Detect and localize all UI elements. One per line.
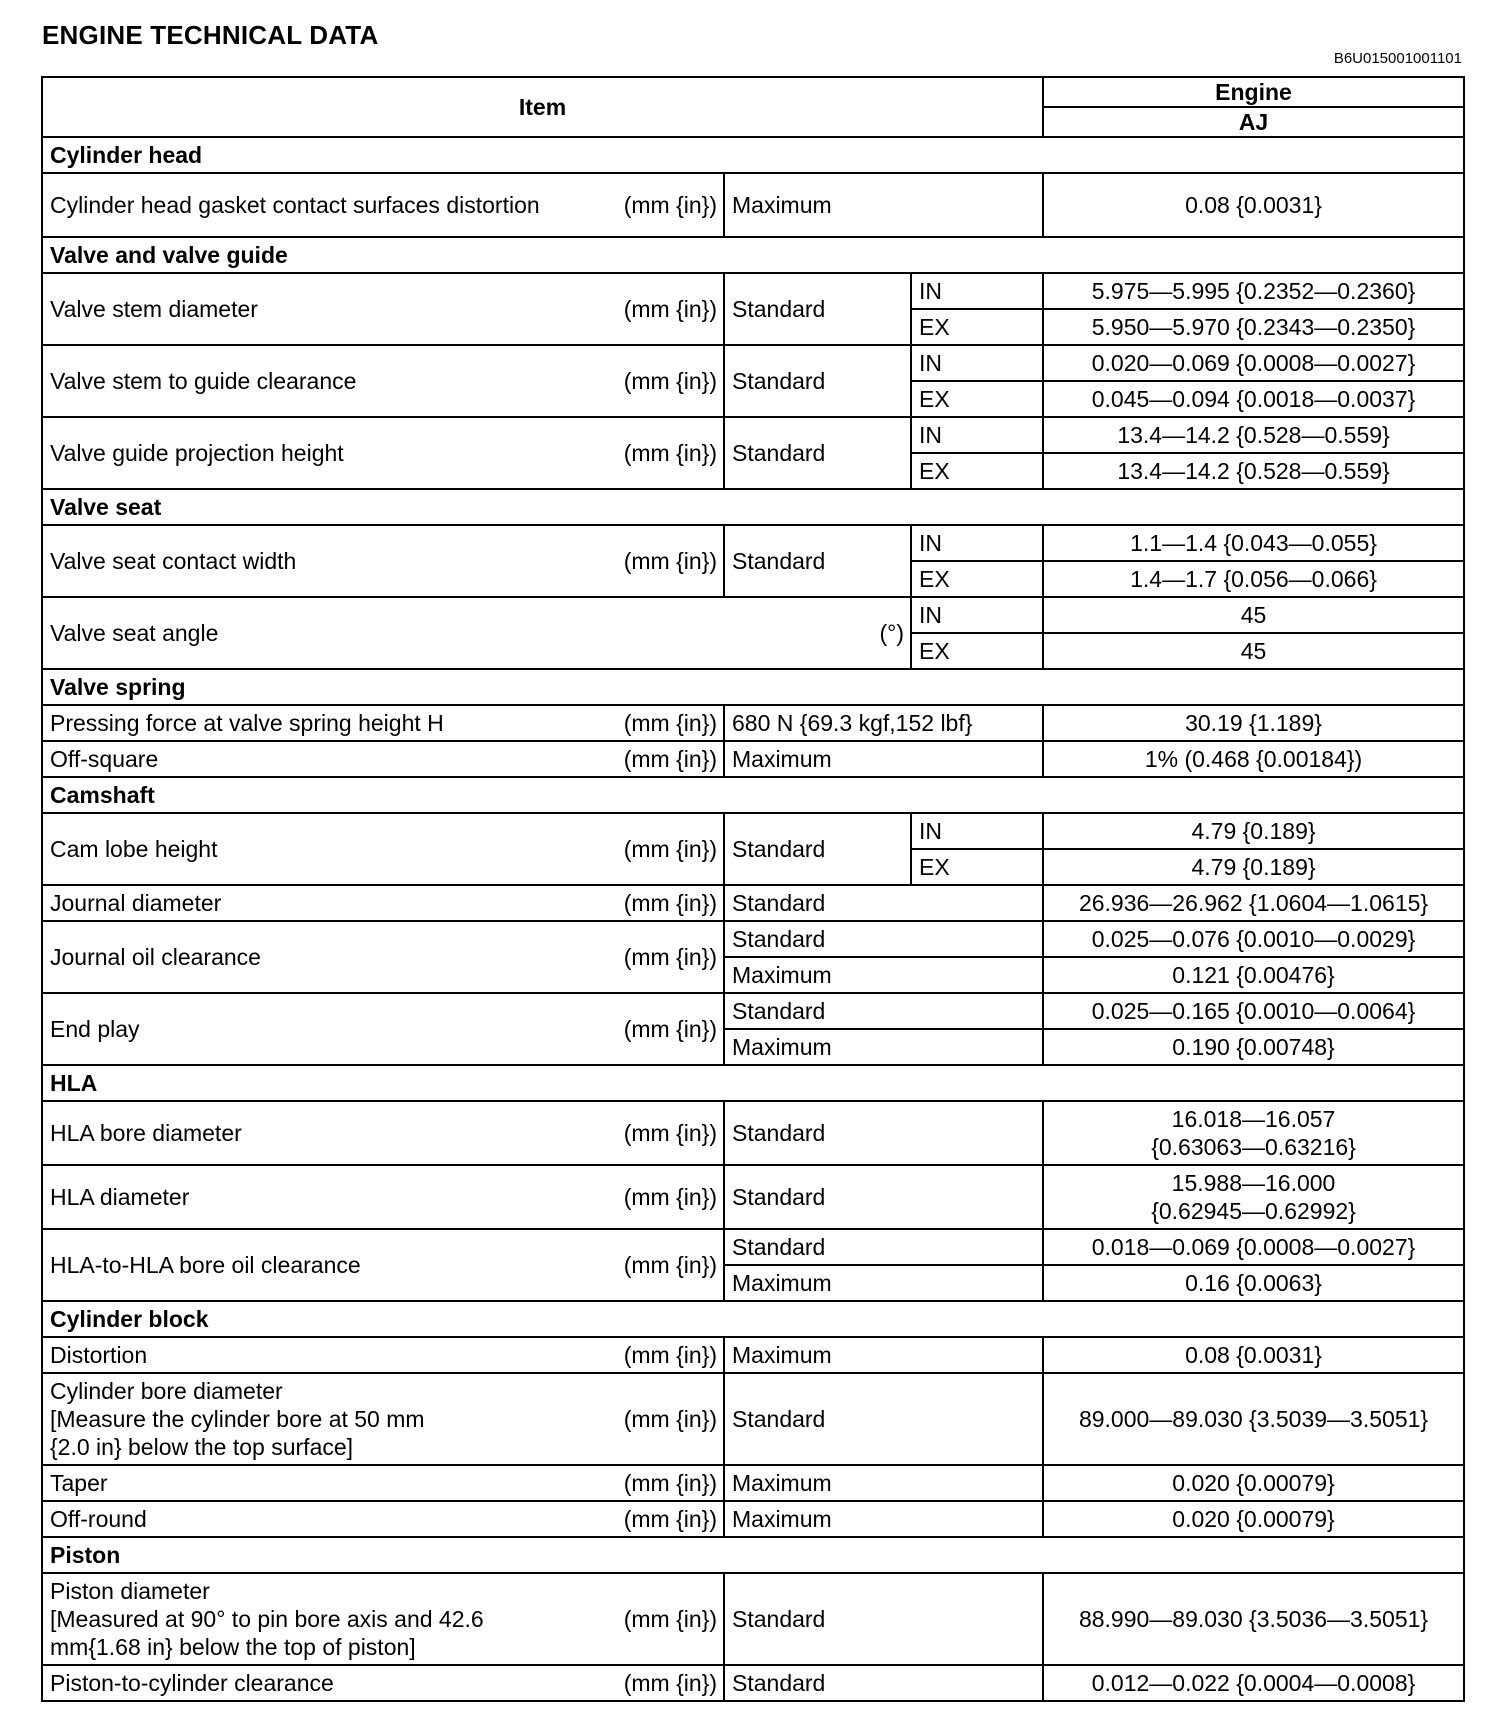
item-name: Valve stem to guide clearance (50, 368, 357, 394)
table-row (42, 741, 1464, 777)
table-row (42, 813, 1464, 849)
item-cell (42, 173, 724, 237)
item-name-line: [Measured at 90° to pin bore axis and 42.6 (50, 1606, 484, 1632)
item-cell (42, 273, 724, 345)
value-cell: 0.025—0.165 {0.0010—0.0064} (1043, 993, 1464, 1029)
category-valve-guide: Valve and valve guide (42, 237, 1464, 273)
table-row (42, 273, 1464, 309)
condition-cell: Standard (724, 993, 1043, 1029)
item-cell (42, 597, 911, 669)
table-row (42, 1337, 1464, 1373)
table-row (42, 525, 1464, 561)
item-name: Off-round (50, 1506, 147, 1532)
ex-label: EX (911, 453, 1043, 489)
value-cell: 0.020 {0.00079} (1043, 1501, 1464, 1537)
condition-cell: Standard (724, 1229, 1043, 1265)
table-row (42, 705, 1464, 741)
condition-cell: 680 N {69.3 kgf,152 lbf} (724, 705, 1043, 741)
value-cell: 88.990—89.030 {3.5036—3.5051} (1043, 1573, 1464, 1665)
ex-label: EX (911, 633, 1043, 669)
item-name: Journal oil clearance (50, 944, 261, 970)
item-name: Distortion (50, 1342, 148, 1368)
item-cell (42, 993, 724, 1065)
item-cell (42, 1501, 724, 1537)
category-valve-seat: Valve seat (42, 489, 1464, 525)
unit-label: (mm {in}) (623, 1406, 717, 1432)
in-label: IN (911, 345, 1043, 381)
item-name-line: mm{1.68 in} below the top of piston] (50, 1634, 416, 1660)
table-row (42, 173, 1464, 237)
category-cylinder-head: Cylinder head (42, 137, 1464, 173)
value-cell (1043, 1101, 1464, 1165)
unit-label: (mm {in}) (623, 192, 717, 218)
item-cell (42, 1573, 724, 1665)
table-row (42, 1573, 1464, 1665)
value-cell: 0.121 {0.00476} (1043, 957, 1464, 993)
unit-label: (mm {in}) (623, 1184, 717, 1210)
unit-label: (mm {in}) (623, 1670, 717, 1696)
condition-cell: Maximum (724, 1337, 1043, 1373)
unit-label: (mm {in}) (623, 1470, 717, 1496)
item-cell (42, 1165, 724, 1229)
condition-cell: Standard (724, 1573, 1043, 1665)
condition-cell: Standard (724, 1373, 1043, 1465)
unit-label: (mm {in}) (623, 1342, 717, 1368)
item-name: HLA bore diameter (50, 1120, 242, 1146)
item-cell (42, 345, 724, 417)
item-cell (42, 885, 724, 921)
item-cell (42, 1337, 724, 1373)
engine-header: Engine (1043, 77, 1464, 107)
value-cell: 0.018—0.069 {0.0008—0.0027} (1043, 1229, 1464, 1265)
value-cell: 1.1—1.4 {0.043—0.055} (1043, 525, 1464, 561)
table-row (42, 993, 1464, 1029)
ex-label: EX (911, 309, 1043, 345)
item-cell (42, 1101, 724, 1165)
value-cell: 13.4—14.2 {0.528—0.559} (1043, 453, 1464, 489)
value-cell: 30.19 {1.189} (1043, 705, 1464, 741)
value-cell: 0.012—0.022 {0.0004—0.0008} (1043, 1665, 1464, 1701)
item-name: Cam lobe height (50, 836, 218, 862)
table-row (42, 1165, 1464, 1229)
value-cell: 0.190 {0.00748} (1043, 1029, 1464, 1065)
item-name: End play (50, 1016, 140, 1042)
page-title: ENGINE TECHNICAL DATA (42, 20, 379, 50)
item-name: Valve seat angle (50, 620, 219, 646)
condition-cell: Standard (724, 1665, 1043, 1701)
item-name: Journal diameter (50, 890, 222, 916)
unit-label: (mm {in}) (623, 1016, 717, 1042)
value-cell: 5.950—5.970 {0.2343—0.2350} (1043, 309, 1464, 345)
item-name: HLA-to-HLA bore oil clearance (50, 1252, 361, 1278)
value-line: 15.988—16.000 (1171, 1170, 1336, 1196)
category-valve-spring: Valve spring (42, 669, 1464, 705)
unit-label: (mm {in}) (623, 1606, 717, 1632)
table-row (42, 1101, 1464, 1165)
category-camshaft: Camshaft (42, 777, 1464, 813)
item-name: Piston-to-cylinder clearance (50, 1670, 334, 1696)
value-line: {0.62945—0.62992} (1151, 1198, 1356, 1224)
unit-label: (mm {in}) (623, 710, 717, 736)
ex-label: EX (911, 561, 1043, 597)
value-cell: 13.4—14.2 {0.528—0.559} (1043, 417, 1464, 453)
unit-label: (mm {in}) (623, 944, 717, 970)
table-row (42, 1465, 1464, 1501)
unit-label: (mm {in}) (623, 296, 717, 322)
condition-cell: Standard (724, 1101, 1043, 1165)
engine-spec-table (41, 76, 1465, 1702)
value-cell: 0.045—0.094 {0.0018—0.0037} (1043, 381, 1464, 417)
item-name: Pressing force at valve spring height H (50, 710, 444, 736)
item-cell (42, 1465, 724, 1501)
table-row (42, 921, 1464, 957)
value-cell: 45 (1043, 633, 1464, 669)
item-name: Off-square (50, 746, 159, 772)
unit-label: (mm {in}) (623, 440, 717, 466)
value-cell: 0.020 {0.00079} (1043, 1465, 1464, 1501)
in-label: IN (911, 525, 1043, 561)
condition-cell: Standard (724, 885, 1043, 921)
item-name: Valve guide projection height (50, 440, 344, 466)
condition-cell: Standard (724, 417, 911, 489)
unit-label: (mm {in}) (623, 836, 717, 862)
item-cell (42, 1373, 724, 1465)
in-label: IN (911, 273, 1043, 309)
condition-cell: Maximum (724, 741, 1043, 777)
unit-label: (mm {in}) (623, 1506, 717, 1532)
ex-label: EX (911, 849, 1043, 885)
value-cell: 89.000—89.030 {3.5039—3.5051} (1043, 1373, 1464, 1465)
engine-model-header: AJ (1043, 107, 1464, 137)
item-header: Item (42, 77, 1043, 137)
unit-label: (°) (879, 620, 904, 646)
table-row (42, 1229, 1464, 1265)
unit-label: (mm {in}) (623, 890, 717, 916)
value-cell: 0.020—0.069 {0.0008—0.0027} (1043, 345, 1464, 381)
condition-cell: Standard (724, 921, 1043, 957)
category-cylinder-block: Cylinder block (42, 1301, 1464, 1337)
unit-label: (mm {in}) (623, 1120, 717, 1146)
item-name: Cylinder head gasket contact surfaces distortion (50, 192, 540, 218)
item-name-line: {2.0 in} below the top surface] (50, 1434, 354, 1460)
value-cell: 26.936—26.962 {1.0604—1.0615} (1043, 885, 1464, 921)
table-row (42, 1373, 1464, 1465)
unit-label: (mm {in}) (623, 746, 717, 772)
in-label: IN (911, 597, 1043, 633)
condition-cell: Standard (724, 813, 911, 885)
item-cell (42, 417, 724, 489)
unit-label: (mm {in}) (623, 368, 717, 394)
value-line: {0.63063—0.63216} (1151, 1134, 1356, 1160)
value-cell: 0.16 {0.0063} (1043, 1265, 1464, 1301)
condition-cell: Standard (724, 345, 911, 417)
in-label: IN (911, 813, 1043, 849)
category-piston: Piston (42, 1537, 1464, 1573)
item-cell (42, 921, 724, 993)
condition-cell: Maximum (724, 1265, 1043, 1301)
item-name: Valve seat contact width (50, 548, 297, 574)
value-cell: 5.975—5.995 {0.2352—0.2360} (1043, 273, 1464, 309)
item-cell (42, 1229, 724, 1301)
unit-label: (mm {in}) (623, 1252, 717, 1278)
condition-cell: Standard (724, 525, 911, 597)
item-name: Taper (50, 1470, 108, 1496)
item-cell (42, 741, 724, 777)
value-cell: 1% (0.468 {0.00184}) (1043, 741, 1464, 777)
value-cell: 1.4—1.7 {0.056—0.066} (1043, 561, 1464, 597)
item-name-line: Piston diameter (50, 1578, 210, 1604)
document-id: B6U015001001101 (1333, 50, 1462, 67)
condition-cell: Maximum (724, 173, 1043, 237)
item-name: HLA diameter (50, 1184, 190, 1210)
value-cell: 0.08 {0.0031} (1043, 173, 1464, 237)
item-cell (42, 705, 724, 741)
table-row (42, 597, 1464, 633)
condition-cell: Maximum (724, 957, 1043, 993)
value-cell: 0.08 {0.0031} (1043, 1337, 1464, 1373)
condition-cell: Standard (724, 1165, 1043, 1229)
in-label: IN (911, 417, 1043, 453)
value-line: 16.018—16.057 (1171, 1106, 1336, 1132)
unit-label: (mm {in}) (623, 548, 717, 574)
item-cell (42, 525, 724, 597)
table-row (42, 885, 1464, 921)
table-row (42, 1501, 1464, 1537)
ex-label: EX (911, 381, 1043, 417)
value-cell: 0.025—0.076 {0.0010—0.0029} (1043, 921, 1464, 957)
item-name (50, 1377, 715, 1461)
table-row (42, 1665, 1464, 1701)
value-cell: 4.79 {0.189} (1043, 813, 1464, 849)
condition-cell: Maximum (724, 1029, 1043, 1065)
category-hla: HLA (42, 1065, 1464, 1101)
table-row (42, 345, 1464, 381)
item-name-line: Cylinder bore diameter (50, 1378, 283, 1404)
value-cell: 45 (1043, 597, 1464, 633)
value-cell (1043, 1165, 1464, 1229)
item-name (50, 1577, 715, 1661)
condition-cell: Standard (724, 273, 911, 345)
item-cell (42, 1665, 724, 1701)
item-name-line: [Measure the cylinder bore at 50 mm (50, 1406, 425, 1432)
item-name: Valve stem diameter (50, 296, 258, 322)
value-cell: 4.79 {0.189} (1043, 849, 1464, 885)
item-cell (42, 813, 724, 885)
condition-cell: Maximum (724, 1465, 1043, 1501)
table-row (42, 417, 1464, 453)
condition-cell: Maximum (724, 1501, 1043, 1537)
